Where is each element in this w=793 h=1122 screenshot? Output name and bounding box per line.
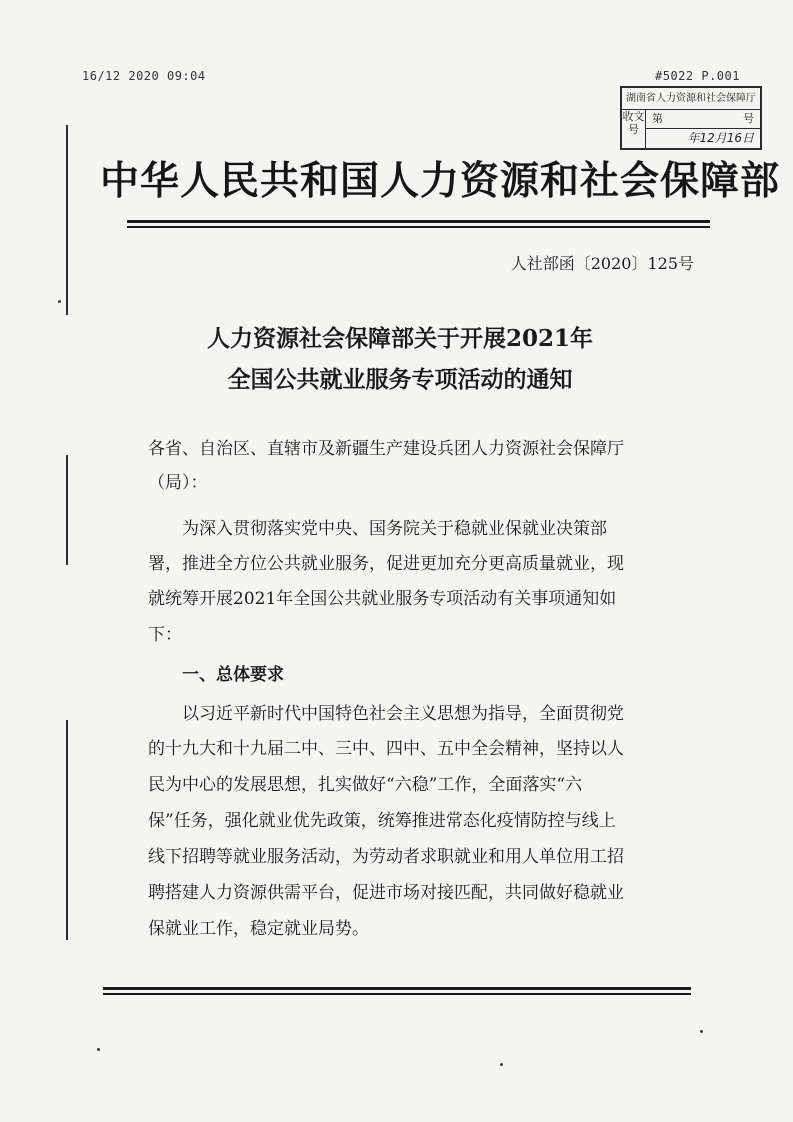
section-line-4: 保”任务，强化就业优先政策，统筹推进常态化疫情防控与线上 <box>148 811 616 831</box>
scan-speck <box>58 300 61 303</box>
receipt-stamp <box>620 86 762 150</box>
stamp-side-label: 收文号 <box>622 109 646 148</box>
scan-speck <box>700 1030 703 1033</box>
stamp-date: 年12月16日 <box>687 131 754 145</box>
scan-binder-mark-1 <box>66 125 68 315</box>
section-heading: 一、总体要求 <box>182 665 284 685</box>
section-line-1: 以习近平新时代中国特色社会主义思想为指导，全面贯彻党 <box>182 704 624 724</box>
section-line-6: 聘搭建人力资源供需平台，促进市场对接匹配，共同做好稳就业 <box>148 883 624 903</box>
addressee-line-2: （局）： <box>148 473 208 493</box>
document-number: 人社部函〔2020〕125号 <box>510 254 694 273</box>
header-rule-thin <box>127 226 710 228</box>
intro-line-4: 下： <box>148 625 182 645</box>
stamp-number-suffix: 号 <box>743 112 754 125</box>
footer-rule-thin <box>103 993 691 995</box>
title-line-2: 全国公共就业服务专项活动的通知 <box>227 366 573 393</box>
stamp-organization: 湖南省人力资源和社会保障厅 <box>622 88 760 110</box>
scan-speck <box>97 1048 100 1051</box>
intro-line-1: 为深入贯彻落实党中央、国务院关于稳就业保就业决策部 <box>182 519 607 539</box>
scan-binder-mark-3 <box>66 720 68 940</box>
fax-page-ref: #5022 P.001 <box>655 69 740 83</box>
footer-rule-thick <box>103 987 691 990</box>
section-line-5: 线下招聘等就业服务活动，为劳动者求职就业和用人单位用工招 <box>148 847 624 867</box>
stamp-number-prefix: 第 <box>652 112 663 125</box>
agency-name: 中华人民共和国人力资源和社会保障部 <box>100 158 781 204</box>
scan-speck <box>500 1063 503 1066</box>
header-rule-thick <box>127 220 710 223</box>
intro-line-2: 署，推进全方位公共就业服务，促进更加充分更高质量就业，现 <box>148 554 624 574</box>
fax-timestamp: 16/12 2020 09:04 <box>82 69 206 83</box>
section-line-3: 民为中心的发展思想，扎实做好“六稳”工作，全面落实“六 <box>148 775 583 795</box>
addressee-line-1: 各省、自治区、直辖市及新疆生产建设兵团人力资源社会保障厅 <box>148 439 624 459</box>
intro-line-3: 就统筹开展2021年全国公共就业服务专项活动有关事项通知如 <box>148 589 617 609</box>
title-line-1: 人力资源社会保障部关于开展2021年 <box>206 325 593 352</box>
section-line-7: 保就业工作，稳定就业局势。 <box>148 919 369 939</box>
section-line-2: 的十九大和十九届二中、三中、四中、五中全会精神，坚持以人 <box>148 739 624 759</box>
scan-binder-mark-2 <box>66 455 68 565</box>
stamp-number-row <box>646 109 760 129</box>
